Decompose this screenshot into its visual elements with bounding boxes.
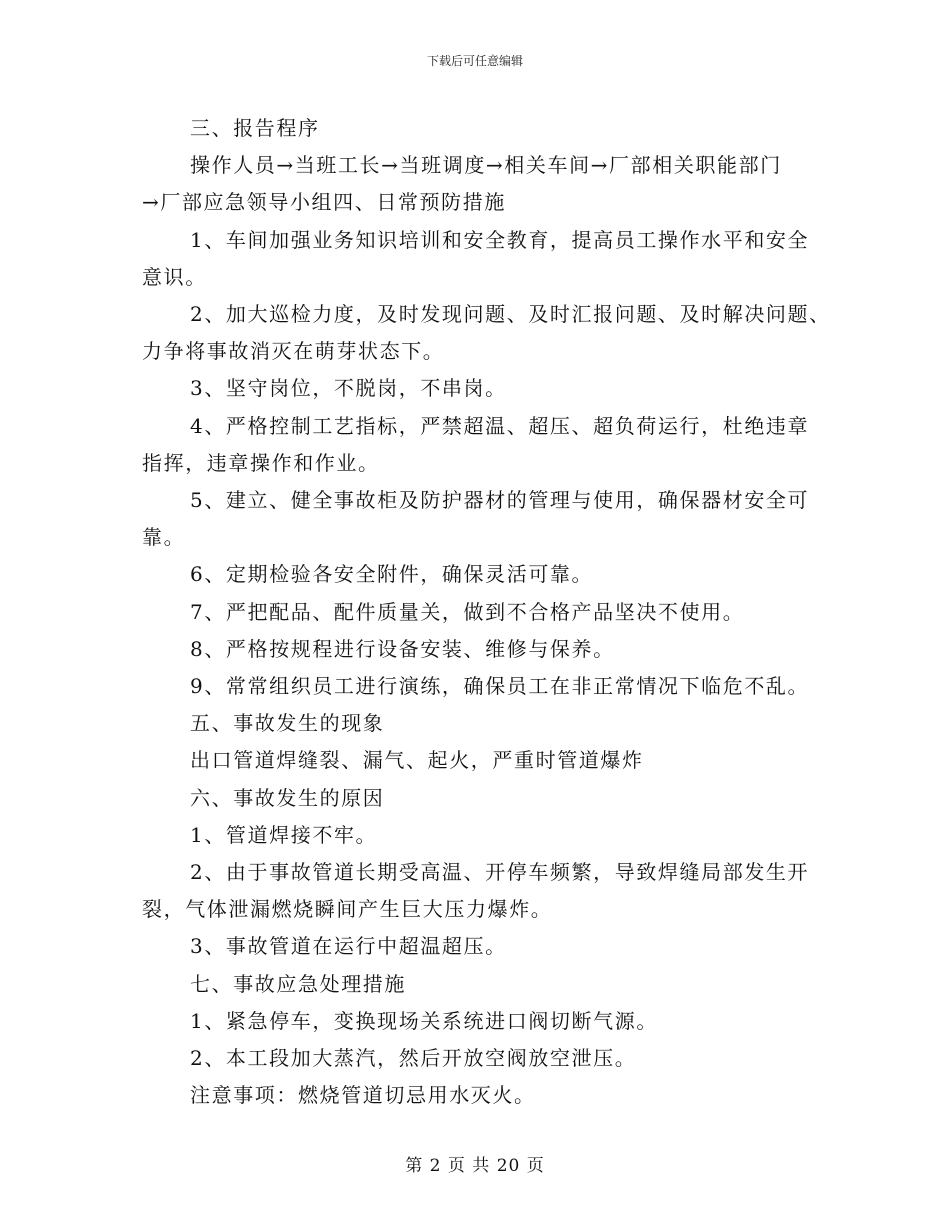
text-line: 力争将事故消灭在萌芽状态下。 — [142, 339, 445, 364]
text-line: 靠。 — [142, 525, 186, 550]
text-line: 操作人员→当班工长→当班调度→相关车间→厂部相关职能部门 — [190, 153, 782, 178]
text-line: 2、加大巡检力度，及时发现问题、及时汇报问题、及时解决问题、 — [190, 302, 831, 327]
page-header-note: 下载后可任意编辑 — [426, 54, 523, 68]
document-body — [142, 110, 831, 1114]
text-line: →厂部应急领导小组四、日常预防措施 — [142, 190, 506, 215]
text-line: 8、严格按规程进行设备安装、维修与保养。 — [190, 636, 615, 661]
text-line: 2、本工段加大蒸汽，然后开放空阀放空泄压。 — [190, 1046, 637, 1071]
text-line: 7、严把配品、配件质量关，做到不合格产品坚决不使用。 — [190, 599, 745, 624]
text-line: 七、事故应急处理措施 — [190, 971, 406, 996]
text-line: 5、建立、健全事故柜及防护器材的管理与使用，确保器材安全可 — [190, 488, 810, 513]
text-line: 五、事故发生的现象 — [190, 711, 385, 736]
text-line: 指挥，违章操作和作业。 — [142, 450, 380, 475]
text-line: 意识。 — [142, 264, 207, 289]
text-line: 3、事故管道在运行中超温超压。 — [190, 934, 507, 959]
text-line: 3、坚守岗位，不脱岗，不串岗。 — [190, 376, 507, 401]
text-line: 三、报告程序 — [190, 116, 320, 140]
text-line: 9、常常组织员工进行演练，确保员工在非正常情况下临危不乱。 — [190, 674, 810, 699]
text-line: 6、定期检验各安全附件，确保灵活可靠。 — [190, 562, 594, 587]
text-line: 2、由于事故管道长期受高温、开停车频繁，导致焊缝局部发生开 — [190, 860, 810, 885]
text-line: 4、严格控制工艺指标，严禁超温、超压、超负荷运行，杜绝违章 — [190, 413, 810, 438]
text-line: 注意事项：燃烧管道切忌用水灭火。 — [190, 1083, 536, 1108]
text-line: 裂，气体泄漏燃烧瞬间产生巨大压力爆炸。 — [142, 897, 553, 922]
text-line: 1、管道焊接不牢。 — [190, 822, 378, 847]
text-line: 1、紧急停车，变换现场关系统进口阀切断气源。 — [190, 1008, 658, 1033]
page-footer: 第 2 页 共 20 页 — [405, 1156, 545, 1176]
text-line: 1、车间加强业务知识培训和安全教育，提高员工操作水平和安全 — [190, 227, 810, 252]
text-line: 出口管道焊缝裂、漏气、起火，严重时管道爆炸 — [190, 748, 644, 773]
text-line: 六、事故发生的原因 — [190, 785, 385, 810]
